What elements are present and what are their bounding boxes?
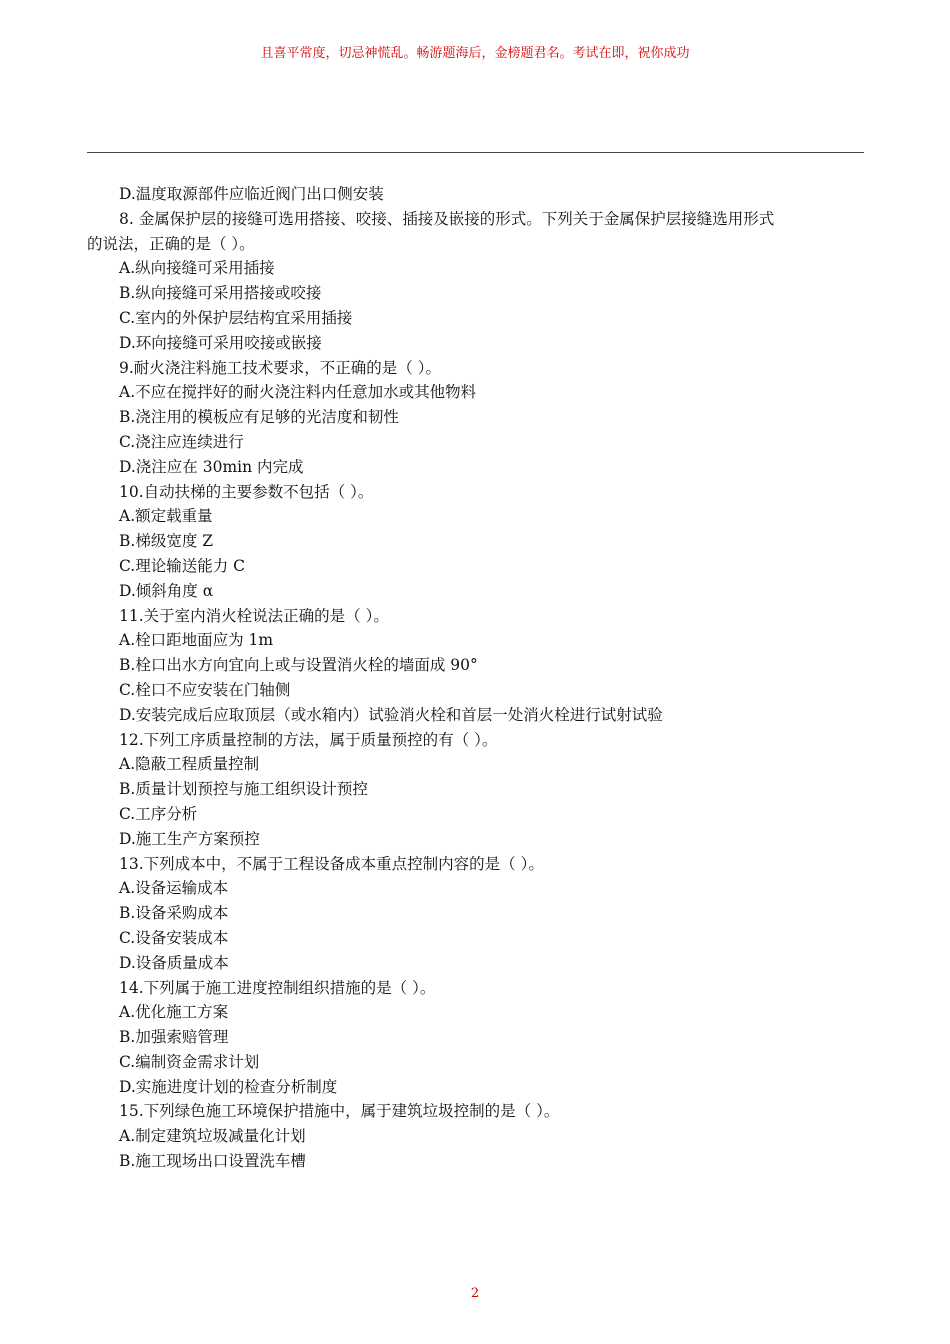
text-line: 8. 金属保护层的接缝可选用搭接、咬接、插接及嵌接的形式。下列关于金属保护层接缝选用形式 <box>119 209 775 228</box>
text-line: B.施工现场出口设置洗车槽 <box>119 1152 306 1171</box>
text-line: 的说法，正确的是（ ）。 <box>87 234 255 253</box>
text-line: C.理论输送能力 C <box>119 556 246 575</box>
text-line: A.不应在搅拌好的耐火浇注料内任意加水或其他物料 <box>119 383 477 402</box>
text-line: C.室内的外保护层结构宜采用插接 <box>119 308 353 327</box>
page-number: 2 <box>470 1286 480 1301</box>
text-line: A.隐蔽工程质量控制 <box>119 755 260 774</box>
text-line: C.工序分析 <box>119 804 198 823</box>
text-line: 10.自动扶梯的主要参数不包括（ ）。 <box>119 482 374 501</box>
text-line: A.制定建筑垃圾减量化计划 <box>119 1127 306 1146</box>
text-line: B.栓口出水方向宜向上或与设置消火栓的墙面成 90° <box>119 656 478 675</box>
text-line: A.额定载重量 <box>119 507 213 526</box>
text-line: B.纵向接缝可采用搭接或咬接 <box>119 284 322 303</box>
text-line: A.纵向接缝可采用插接 <box>119 259 275 278</box>
text-line: D.施工生产方案预控 <box>119 829 260 848</box>
header-divider <box>87 152 864 153</box>
text-line: D.实施进度计划的检查分析制度 <box>119 1077 338 1096</box>
text-line: 15.下列绿色施工环境保护措施中，属于建筑垃圾控制的是（ ）。 <box>119 1102 560 1121</box>
text-line: B.浇注用的模板应有足够的光洁度和韧性 <box>119 408 399 427</box>
text-line: D.倾斜角度 α <box>119 581 214 600</box>
text-line: 14.下列属于施工进度控制组织措施的是（ ）。 <box>119 978 436 997</box>
text-line: A.栓口距地面应为 1m <box>119 631 274 650</box>
header-motto: 且喜平常度，切忌神慌乱。畅游题海后，金榜题君名。考试在即，祝你成功 <box>260 46 690 61</box>
text-line: C.设备安装成本 <box>119 928 229 947</box>
text-line: B.设备采购成本 <box>119 904 229 923</box>
text-line: B.质量计划预控与施工组织设计预控 <box>119 780 368 799</box>
text-line: 11.关于室内消火栓说法正确的是（ ）。 <box>119 606 389 625</box>
text-line: C.浇注应连续进行 <box>119 432 244 451</box>
text-line: A.优化施工方案 <box>119 1003 229 1022</box>
text-line: C.栓口不应安装在门轴侧 <box>119 680 291 699</box>
text-line: 12.下列工序质量控制的方法，属于质量预控的有（ ）。 <box>119 730 498 749</box>
text-line: 13.下列成本中，不属于工程设备成本重点控制内容的是（ ）。 <box>119 854 544 873</box>
text-line: D.浇注应在 30min 内完成 <box>119 457 304 476</box>
text-line: 9.耐火浇注料施工技术要求，不正确的是（ ）。 <box>119 358 441 377</box>
text-line: B.加强索赔管理 <box>119 1028 229 1047</box>
text-line: A.设备运输成本 <box>119 879 229 898</box>
text-line: B.梯级宽度 Z <box>119 532 214 551</box>
text-line: D.设备质量成本 <box>119 953 229 972</box>
document-body <box>87 182 864 1174</box>
text-line: D.温度取源部件应临近阀门出口侧安装 <box>119 185 384 203</box>
text-line: D.环向接缝可采用咬接或嵌接 <box>119 333 322 352</box>
text-line: C.编制资金需求计划 <box>119 1052 260 1071</box>
text-line: D.安装完成后应取顶层（或水箱内）试验消火栓和首层一处消火栓进行试射试验 <box>119 705 663 724</box>
